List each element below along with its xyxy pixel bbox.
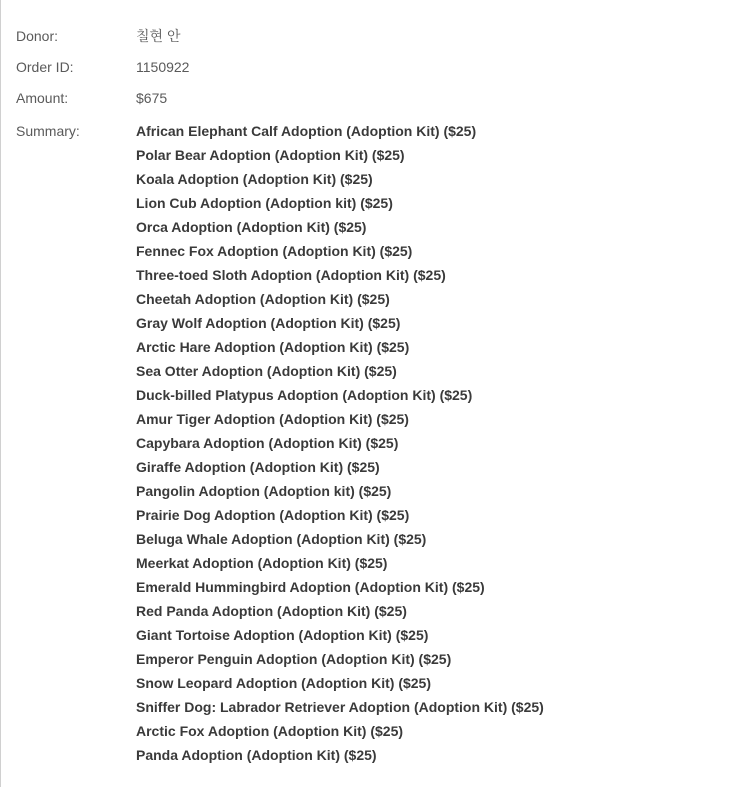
order-id-label: Order ID: [16,59,74,75]
summary-item: Meerkat Adoption (Adoption Kit) ($25) [136,555,388,571]
summary-item: Amur Tiger Adoption (Adoption Kit) ($25) [136,411,409,427]
summary-item: Fennec Fox Adoption (Adoption Kit) ($25) [136,243,413,259]
order-details [16,26,716,767]
summary-item: Prairie Dog Adoption (Adoption Kit) ($25) [136,507,410,523]
summary-item: Gray Wolf Adoption (Adoption Kit) ($25) [136,315,401,331]
donor-row [16,26,716,57]
amount-row [16,88,716,119]
summary-item: Cheetah Adoption (Adoption Kit) ($25) [136,291,390,307]
summary-item: Snow Leopard Adoption (Adoption Kit) ($25) [136,675,431,691]
amount-label: Amount: [16,90,69,106]
summary-item: Sea Otter Adoption (Adoption Kit) ($25) [136,363,397,379]
summary-item: Red Panda Adoption (Adoption Kit) ($25) [136,603,407,619]
summary-item: Sniffer Dog: Labrador Retriever Adoption (Adoption Kit) ($25) [136,699,544,715]
summary-list [136,119,544,767]
summary-item: Orca Adoption (Adoption Kit) ($25) [136,219,367,235]
summary-item: Three-toed Sloth Adoption (Adoption Kit) ($25) [136,267,446,283]
summary-item: Koala Adoption (Adoption Kit) ($25) [136,171,373,187]
summary-item: Panda Adoption (Adoption Kit) ($25) [136,747,377,763]
order-id-value: 1150922 [136,59,190,75]
summary-item: Arctic Hare Adoption (Adoption Kit) ($25) [136,339,410,355]
donor-label: Donor: [16,28,59,44]
summary-item: Pangolin Adoption (Adoption kit) ($25) [136,483,392,499]
summary-row [16,119,716,767]
summary-item: Giant Tortoise Adoption (Adoption Kit) ($25) [136,627,429,643]
summary-item: Arctic Fox Adoption (Adoption Kit) ($25) [136,723,404,739]
donor-value: 칠현 안 [136,28,181,44]
order-id-row [16,57,716,88]
summary-item: Emerald Hummingbird Adoption (Adoption Kit) ($25) [136,579,485,595]
left-border-divider [0,0,1,787]
summary-item: Emperor Penguin Adoption (Adoption Kit) ($25) [136,651,452,667]
summary-item: Polar Bear Adoption (Adoption Kit) ($25) [136,147,405,163]
summary-item: African Elephant Calf Adoption (Adoption Kit) ($25) [136,123,477,139]
summary-item: Capybara Adoption (Adoption Kit) ($25) [136,435,399,451]
amount-value: $675 [136,90,168,106]
summary-item: Lion Cub Adoption (Adoption kit) ($25) [136,195,393,211]
summary-item: Giraffe Adoption (Adoption Kit) ($25) [136,459,380,475]
summary-item: Beluga Whale Adoption (Adoption Kit) ($25) [136,531,427,547]
summary-label: Summary: [16,123,80,139]
summary-item: Duck-billed Platypus Adoption (Adoption Kit) ($25) [136,387,473,403]
